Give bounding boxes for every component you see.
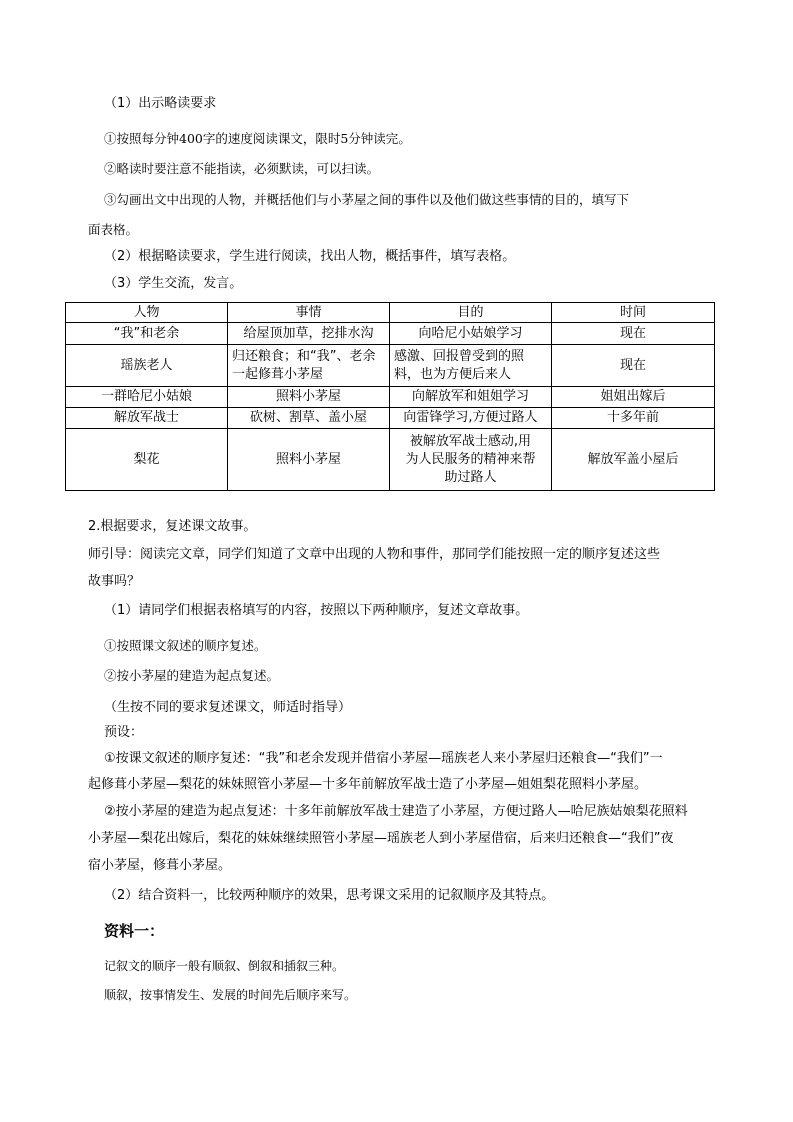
table-row: [66, 345, 715, 387]
table-cell: 照料小茅屋: [228, 387, 390, 408]
preset-answer-2-line1: ②按小茅屋的建造为起点复述：十多年前解放军战士建造了小茅屋，方便过路人—哈尼族姑娘梨花照料: [104, 804, 688, 819]
table-cell: 照料小茅屋: [228, 429, 390, 491]
order-option-2: ②按小茅屋的建造为起点复述。: [104, 668, 280, 683]
material-line-2: 顺叙，按事情发生、发展的时间先后顺序来写。: [104, 988, 357, 1002]
question-1: （1）请同学们根据表格填写的内容，按照以下两种顺序，复述文章故事。: [104, 603, 529, 618]
section-2-title: 2.根据要求，复述课文故事。: [88, 519, 257, 534]
table-cell: “我”和老余: [66, 323, 228, 345]
table-cell: 现在: [552, 345, 715, 387]
table-cell: 解放军盖小屋后: [552, 429, 715, 491]
requirement-3-line1: ③勾画出文中出现的人物，并概括他们与小茅屋之间的事件以及他们做这些事情的目的，填写下: [104, 192, 630, 207]
preset-answer-1-line2: 起修葺小茅屋—梨花的妹妹照管小茅屋—十多年前解放军战士造了小茅屋—姐姐梨花照料小茅屋。: [88, 777, 648, 792]
requirement-3-line2: 面表格。: [88, 222, 139, 237]
table-cell: 瑶族老人: [66, 345, 228, 387]
teacher-guide-line2: 故事吗？: [88, 574, 141, 589]
table-header-cell: 事情: [228, 303, 390, 323]
table-cell: 向雷锋学习,方便过路人: [390, 408, 552, 429]
table-cell: 归还粮食；和“我”、老余一起修葺小茅屋: [228, 345, 390, 387]
reading-requirement-heading: （1）出示略读要求: [104, 96, 217, 111]
table-header-cell: 时间: [552, 303, 715, 323]
table-row: [66, 429, 715, 491]
preset-answer-1-line1: ①按课文叙述的顺序复述：“我”和老余发现并借宿小茅屋—瑶族老人来小茅屋归还粮食—“我们”一: [104, 751, 663, 766]
table-cell: 一群哈尼小姑娘: [66, 387, 228, 408]
table-cell: 向哈尼小姑娘学习: [390, 323, 552, 345]
table-cell: 给屋顶加草，挖排水沟: [228, 323, 390, 345]
table-cell: 解放军战士: [66, 408, 228, 429]
material-title: 资料一：: [104, 922, 165, 940]
table-row: [66, 323, 715, 345]
preset-label: 预设：: [104, 725, 144, 740]
table-row: [66, 387, 715, 408]
step-3-text: （3）学生交流，发言。: [104, 276, 243, 291]
table-cell: 十多年前: [552, 408, 715, 429]
table-cell: 感激、回报曾受到的照料，也为方便后来人: [390, 345, 552, 387]
table-cell: 姐姐出嫁后: [552, 387, 715, 408]
table-header-cell: 人物: [66, 303, 228, 323]
table-cell: 现在: [552, 323, 715, 345]
table-header-cell: 目的: [390, 303, 552, 323]
table-row: [66, 408, 715, 429]
material-line-1: 记叙文的顺序一般有顺叙、倒叙和插叙三种。: [104, 959, 345, 973]
preset-answer-2-line3: 宿小茅屋，修葺小茅屋。: [88, 858, 232, 873]
teacher-note: （生按不同的要求复述课文，师适时指导）: [104, 700, 352, 715]
order-option-1: ①按照课文叙述的顺序复述。: [104, 638, 267, 653]
requirement-1: ①按照每分钟400字的速度阅读课文，限时5分钟读完。: [104, 131, 411, 146]
table-header-row: [66, 303, 715, 323]
characters-table: [65, 302, 715, 491]
step-2-text: （2）根据略读要求，学生进行阅读，找出人物，概括事件，填写表格。: [104, 249, 516, 264]
preset-answer-2-line2: 小茅屋—梨花出嫁后，梨花的妹妹继续照管小茅屋—瑶族老人到小茅屋借宿，后来归还粮食—“我们”夜: [88, 831, 674, 846]
table-cell: 梨花: [66, 429, 228, 491]
table-cell: 砍树、割草、盖小屋: [228, 408, 390, 429]
teacher-guide-line1: 师引导：阅读完文章，同学们知道了文章中出现的人物和事件，那同学们能按照一定的顺序复述这些: [88, 547, 661, 562]
requirement-2: ②略读时要注意不能指读，必须默读，可以扫读。: [104, 161, 380, 176]
question-2: （2）结合资料一，比较两种顺序的效果，思考课文采用的记叙顺序及其特点。: [104, 888, 555, 903]
table-cell: 被解放军战士感动,用为人民服务的精神来帮助过路人: [390, 429, 552, 491]
table-cell: 向解放军和姐姐学习: [390, 387, 552, 408]
